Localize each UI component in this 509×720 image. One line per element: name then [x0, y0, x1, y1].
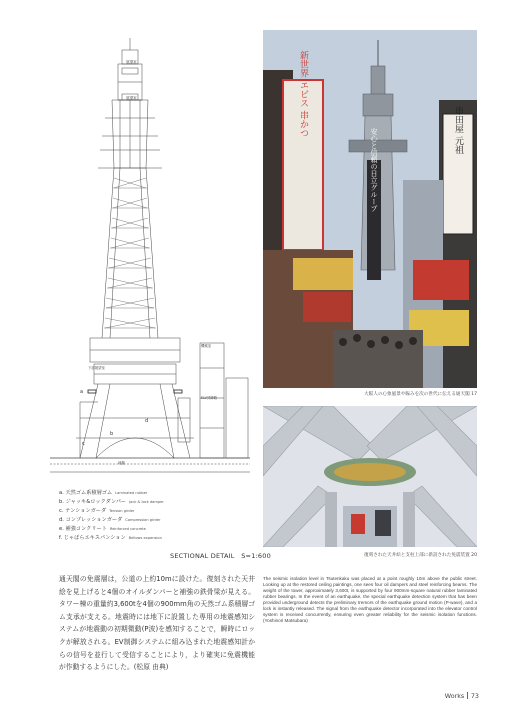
tower-neon-sign: 安心と信頼の日立グループ	[370, 128, 378, 212]
street-photo-caption: 大阪人の心象風景や賑みを次の世代に伝える通天閣 17	[364, 392, 477, 397]
legend-en: Compression girder	[125, 518, 161, 523]
drawing-point-c: c	[82, 441, 85, 447]
street-photo	[263, 30, 477, 388]
legend-jp: d. コンプレッションガーダ	[59, 517, 123, 524]
footer-section: Works	[444, 692, 465, 700]
base-photo	[263, 406, 477, 547]
street-photo-image	[263, 30, 477, 388]
legend-en: Reinforced concrete	[109, 527, 146, 532]
legend-jp: e. 補強コンクリート	[59, 526, 107, 533]
english-body-text: The seismic isolation level in Tsutenkaku was placed at a point roughly 10m above the public street. Looking up at the restored ceiling paintings, one sees four oil dampers and steel reinforcing beams. The weight of the tower, approximately 3,600t, is supported by four 900mm-square natural rubber laminated rubber bearings. In the event of an earthquake, the special earthquake detection system that has been provided underground detects the preliminary tremors of the earthquake ground motion (P-wave), and a lock is instantly released. The signal from the earthquake detector incorporated into the elevator control system is received concurrently, ensuring even greater reliability for the seismic isolation functions. (Yoshinori Matsubara)	[263, 576, 477, 624]
base-photo-caption: 復刻された天井絵と支柱上部に新設された免震装置 20	[364, 553, 477, 558]
ebisu-sign: 新世界 エビス 串かつ	[298, 50, 308, 138]
legend	[59, 489, 259, 544]
drawing-point-d: d	[145, 418, 149, 424]
legend-item	[59, 507, 259, 516]
legend-item	[59, 498, 259, 507]
base-photo-image	[263, 406, 477, 547]
legend-item	[59, 516, 259, 525]
legend-jp: f. じゃばらエキスパンション	[59, 535, 126, 542]
footer-divider	[467, 692, 468, 699]
legend-en: Bellows expansion	[128, 536, 162, 541]
sectional-drawing	[50, 38, 250, 483]
kushida-sign: 串田屋 元祖	[453, 106, 463, 154]
legend-jp: b. ジャッキ&ロックダンパー	[59, 499, 127, 506]
legend-item	[59, 534, 259, 543]
japanese-body-text: 通天閣の免震層は，公道の上約10mに設けた。復刻された天井絵を見上げると4個のオイルダンパーと補強の鉄骨梁が見える。タワー棟の重量約3,600tを4個の900mm角の天然ゴム系積層ゴム支承が支える。地震時には地下に設置した専用の地震感知システムが地震動の初期微動(P波)を感知することで，瞬時にロックが解放される。EV制御システムに組み込まれた地震感知計からの信号を並行して受信することにより，より確実に免震機能が作動するようにした。(松原 由典)	[59, 575, 255, 672]
page-number: 73	[470, 692, 479, 700]
drawing-label-machine: 機械室	[201, 344, 212, 348]
legend-en: Tension girder	[109, 509, 135, 514]
legend-item	[59, 525, 259, 534]
drawing-label-observatory: 展望室	[126, 60, 137, 64]
drawing-label-observatory2: 展望室	[126, 96, 137, 100]
drawing-label-lower-observatory: 下部展望室	[88, 366, 105, 370]
drawing-label-ground: 地盤	[118, 461, 125, 465]
legend-en: Laminated rubber	[115, 491, 148, 495]
drawing-point-a: a	[80, 389, 84, 395]
legend-jp: c. テンションガーダ	[59, 508, 107, 515]
legend-jp: a. 天然ゴム系積層ゴム	[59, 490, 113, 496]
drawing-point-b: b	[110, 431, 114, 437]
legend-en: Jack & lock damper	[129, 500, 164, 505]
legend-item	[59, 489, 259, 498]
section-title: SECTIONAL DETAIL S=1:600	[170, 552, 271, 560]
page-footer	[445, 692, 479, 700]
drawing-label-elv: ELV昇降路	[201, 396, 218, 400]
